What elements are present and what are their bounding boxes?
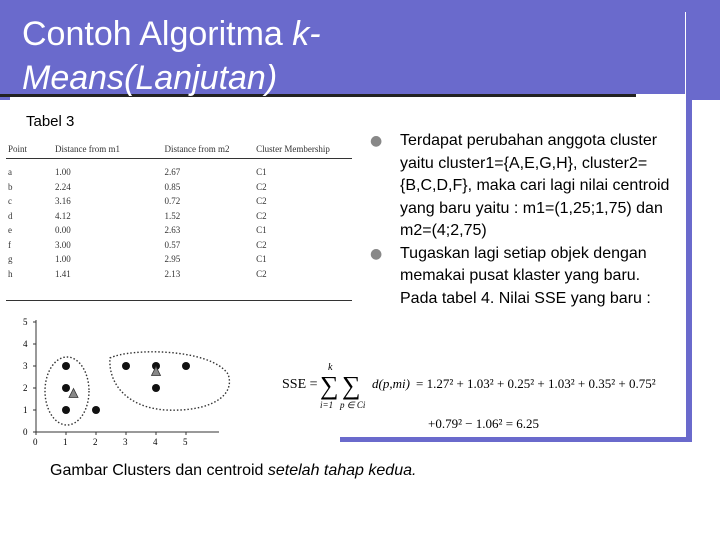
x-tick-label: 0 bbox=[33, 437, 38, 447]
caption-italic: setelah tahap kedua. bbox=[267, 462, 417, 479]
table-cell: g bbox=[8, 254, 13, 265]
table-row bbox=[6, 194, 352, 209]
table-row bbox=[6, 180, 352, 195]
table-cell: e bbox=[8, 225, 12, 236]
bullet-text: Terdapat perubahan anggota cluster yaitu cluster1={A,E,G,H}, cluster2={B,C,D,F}, maka cari lagi nilai centroid yang baru yaitu : m1=(1,25;1,75) dan m2=(4;2,75) bbox=[400, 132, 670, 239]
table-cell: f bbox=[8, 239, 11, 250]
table-cell: 2.24 bbox=[54, 181, 71, 192]
table-bottom-rule bbox=[6, 300, 352, 301]
bullet-item bbox=[370, 130, 670, 243]
table-cell: 0.85 bbox=[164, 181, 181, 192]
cluster2-outline bbox=[110, 352, 230, 410]
caption-text: Clusters dan centroid bbox=[107, 462, 268, 479]
table-cell: C1 bbox=[256, 167, 267, 178]
y-tick-label: 5 bbox=[23, 317, 28, 327]
distance-table bbox=[6, 140, 352, 281]
table-cell: 3.00 bbox=[54, 239, 71, 250]
table-header: Cluster Membership bbox=[254, 140, 352, 159]
table-cell: c bbox=[8, 196, 12, 207]
sse-formula bbox=[280, 356, 680, 436]
table-cell: 3.16 bbox=[54, 196, 71, 207]
bullet-list bbox=[370, 130, 670, 310]
table-cell: C1 bbox=[256, 225, 267, 236]
centroid-marker bbox=[69, 389, 78, 398]
y-tick-label: 1 bbox=[23, 405, 28, 415]
table-cell: 2.95 bbox=[164, 254, 181, 265]
data-point bbox=[62, 362, 70, 370]
formula-line1: = 1.27² + 1.03² + 0.25² + 1.03² + 0.35² + 0.75² bbox=[416, 376, 656, 391]
table-cell: 0.72 bbox=[164, 196, 181, 207]
formula-sum-top: k bbox=[328, 362, 333, 373]
table-cell: a bbox=[8, 167, 12, 178]
table-cell: 1.00 bbox=[54, 254, 71, 265]
table-row bbox=[6, 252, 352, 267]
y-tick-label: 3 bbox=[23, 361, 28, 371]
slide-title bbox=[22, 12, 321, 100]
table-cell: 4.12 bbox=[54, 210, 71, 221]
table-row bbox=[6, 209, 352, 224]
data-point bbox=[62, 384, 70, 392]
y-tick-label: 2 bbox=[23, 383, 28, 393]
table-header: Point bbox=[6, 140, 35, 159]
table-cell: 2.13 bbox=[164, 268, 181, 279]
formula-lhs: SSE = bbox=[282, 377, 318, 392]
x-tick-label: 1 bbox=[63, 437, 68, 447]
bullet-icon: ● bbox=[370, 245, 383, 262]
title-italic: k- bbox=[292, 15, 321, 53]
sigma-icon: ∑ bbox=[342, 371, 361, 400]
table-cell: 2.63 bbox=[164, 225, 181, 236]
formula-sum-bottom-i: i=1 bbox=[320, 400, 334, 410]
x-tick-label: 2 bbox=[93, 437, 98, 447]
cluster-plot bbox=[14, 312, 244, 472]
formula-sum-bottom-p: p ∈ Ci bbox=[340, 400, 366, 410]
table-cell: C2 bbox=[256, 239, 267, 250]
data-point bbox=[122, 362, 130, 370]
table-cell: 0.57 bbox=[164, 239, 181, 250]
table-cell: 1.52 bbox=[164, 210, 181, 221]
formula-term: d(p,mi) bbox=[372, 376, 410, 391]
tick-group bbox=[23, 317, 188, 447]
table-header: Distance from m1 bbox=[35, 140, 145, 159]
data-point bbox=[62, 406, 70, 414]
x-tick-label: 3 bbox=[123, 437, 128, 447]
data-point bbox=[182, 362, 190, 370]
caption-bold: Gambar bbox=[50, 462, 108, 479]
bullet-text: Tugaskan lagi setiap objek dengan memakai pusat klaster yang baru. Pada tabel 4. Nilai SSE yang baru : bbox=[400, 244, 651, 307]
table-cell: 1.41 bbox=[54, 268, 71, 279]
mark-group bbox=[62, 362, 190, 414]
table-header: Distance from m2 bbox=[145, 140, 255, 159]
table-cell: C1 bbox=[256, 254, 267, 265]
table-cell: C2 bbox=[256, 268, 267, 279]
table-cell: 1.00 bbox=[54, 167, 71, 178]
table-cell: d bbox=[8, 210, 13, 221]
table-cell: 0.00 bbox=[54, 225, 71, 236]
bullet-icon: ● bbox=[370, 133, 383, 149]
table-header-row bbox=[6, 140, 352, 159]
table-row bbox=[6, 267, 352, 282]
table-row bbox=[6, 238, 352, 253]
figure-caption bbox=[50, 462, 416, 480]
formula-line2: +0.79² − 1.06² = 6.25 bbox=[428, 416, 540, 431]
title-line2: Means(Lanjutan) bbox=[22, 59, 278, 97]
y-tick-label: 4 bbox=[23, 339, 28, 349]
y-tick-label: 0 bbox=[23, 427, 28, 437]
table-row bbox=[6, 159, 352, 180]
sigma-icon: ∑ bbox=[320, 371, 339, 400]
table-label: Tabel 3 bbox=[26, 113, 75, 130]
table-cell: h bbox=[8, 268, 13, 279]
x-tick-label: 5 bbox=[183, 437, 188, 447]
data-point bbox=[152, 384, 160, 392]
bullet-item bbox=[370, 243, 670, 311]
data-point bbox=[92, 406, 100, 414]
table-cell: C2 bbox=[256, 181, 267, 192]
table-cell: C2 bbox=[256, 196, 267, 207]
x-tick-label: 4 bbox=[153, 437, 158, 447]
table-cell: 2.67 bbox=[164, 167, 181, 178]
table-row bbox=[6, 223, 352, 238]
table-cell: b bbox=[8, 181, 13, 192]
title-prefix: Contoh Algoritma bbox=[22, 15, 293, 53]
table-cell: C2 bbox=[256, 210, 267, 221]
